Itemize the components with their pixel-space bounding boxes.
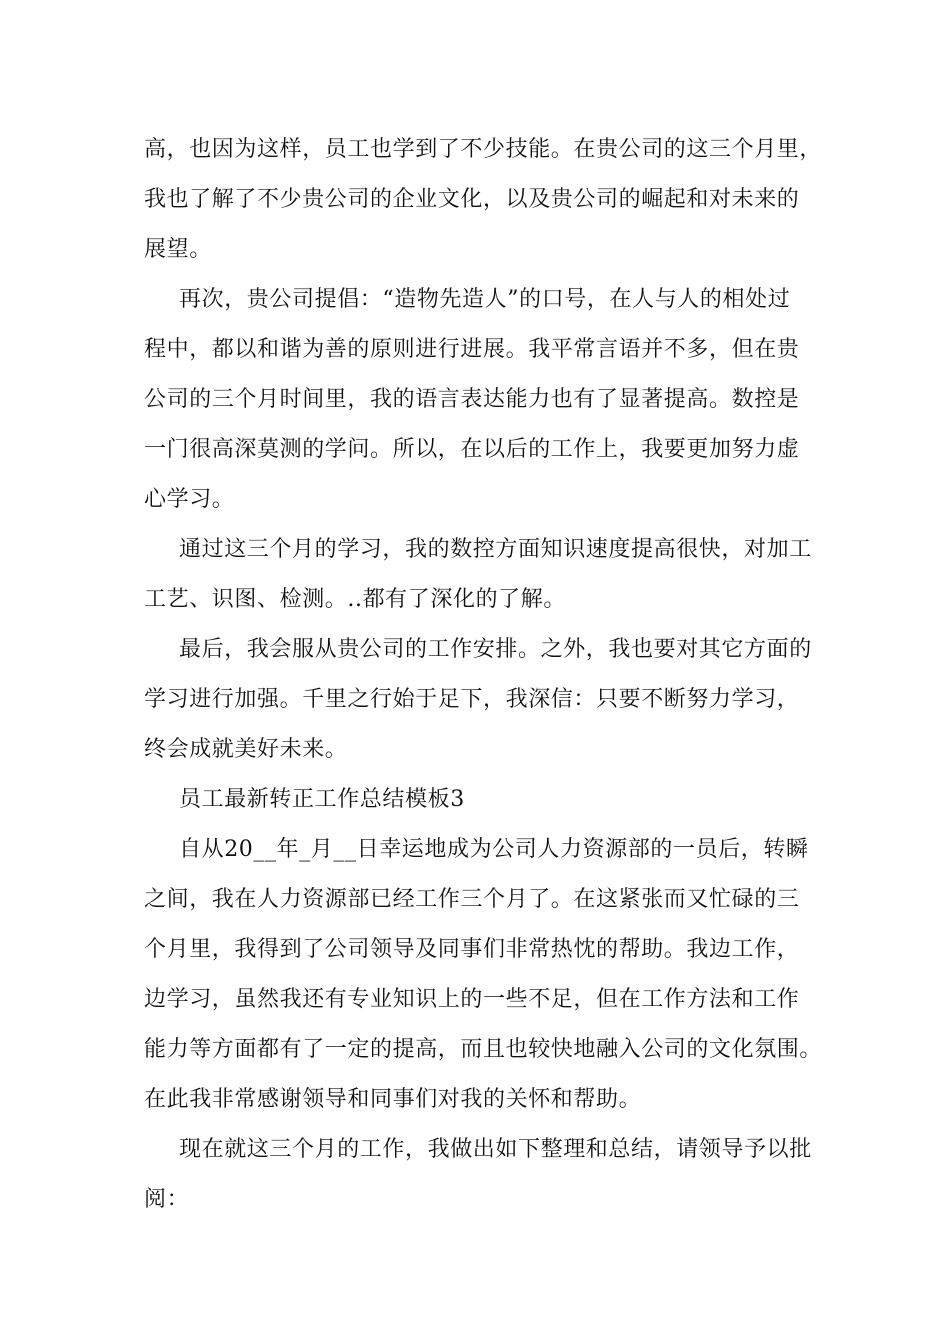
text-line: 公司的三个月时间里，我的语言表达能力也有了显著提高。数控是: [144, 387, 800, 412]
text-line: 阅：: [144, 1187, 190, 1212]
text-line: 学习进行加强。千里之行始于足下，我深信：只要不断努力学习，: [144, 687, 800, 712]
text-line: 在此我非常感谢领导和同事们对我的关怀和帮助。: [144, 1087, 642, 1112]
paragraph-start-line: 再次，贵公司提倡：“造物先造人”的口号，在人与人的相处过: [179, 287, 791, 312]
paragraph-start-line: 现在就这三个月的工作，我做出如下整理和总结，请领导予以批: [179, 1137, 812, 1162]
text-line: 边学习，虽然我还有专业知识上的一些不足，但在工作方法和工作: [144, 987, 800, 1012]
section-heading: 员工最新转正工作总结模板3: [179, 787, 465, 812]
text-line: 高，也因为这样，员工也学到了不少技能。在贵公司的这三个月里，: [144, 137, 823, 162]
text-line: 心学习。: [144, 487, 235, 512]
text-line: 之间，我在人力资源部已经工作三个月了。在这紧张而又忙碌的三: [144, 887, 800, 912]
text-line: 展望。: [144, 237, 212, 262]
text-line: 能力等方面都有了一定的提高，而且也较快地融入公司的文化氛围。: [144, 1037, 823, 1062]
text-line: 终会成就美好未来。: [144, 737, 348, 762]
text-line: 个月里，我得到了公司领导及同事们非常热忱的帮助。我边工作，: [144, 937, 800, 962]
text-line: 我也了解了不少贵公司的企业文化，以及贵公司的崛起和对未来的: [144, 187, 800, 212]
text-line: 一门很高深莫测的学问。所以，在以后的工作上，我要更加努力虚: [144, 437, 800, 462]
paragraph-start-line: 通过这三个月的学习，我的数控方面知识速度提高很快，对加工: [179, 537, 812, 562]
paragraph-start-line: 自从20__年_月__日幸运地成为公司人力资源部的一员后，转瞬: [179, 837, 809, 862]
text-line: 程中，都以和谐为善的原则进行进展。我平常言语并不多，但在贵: [144, 337, 800, 362]
paragraph-start-line: 最后，我会服从贵公司的工作安排。之外，我也要对其它方面的: [179, 637, 812, 662]
text-line: 工艺、识图、检测。..都有了深化的了解。: [144, 587, 566, 612]
